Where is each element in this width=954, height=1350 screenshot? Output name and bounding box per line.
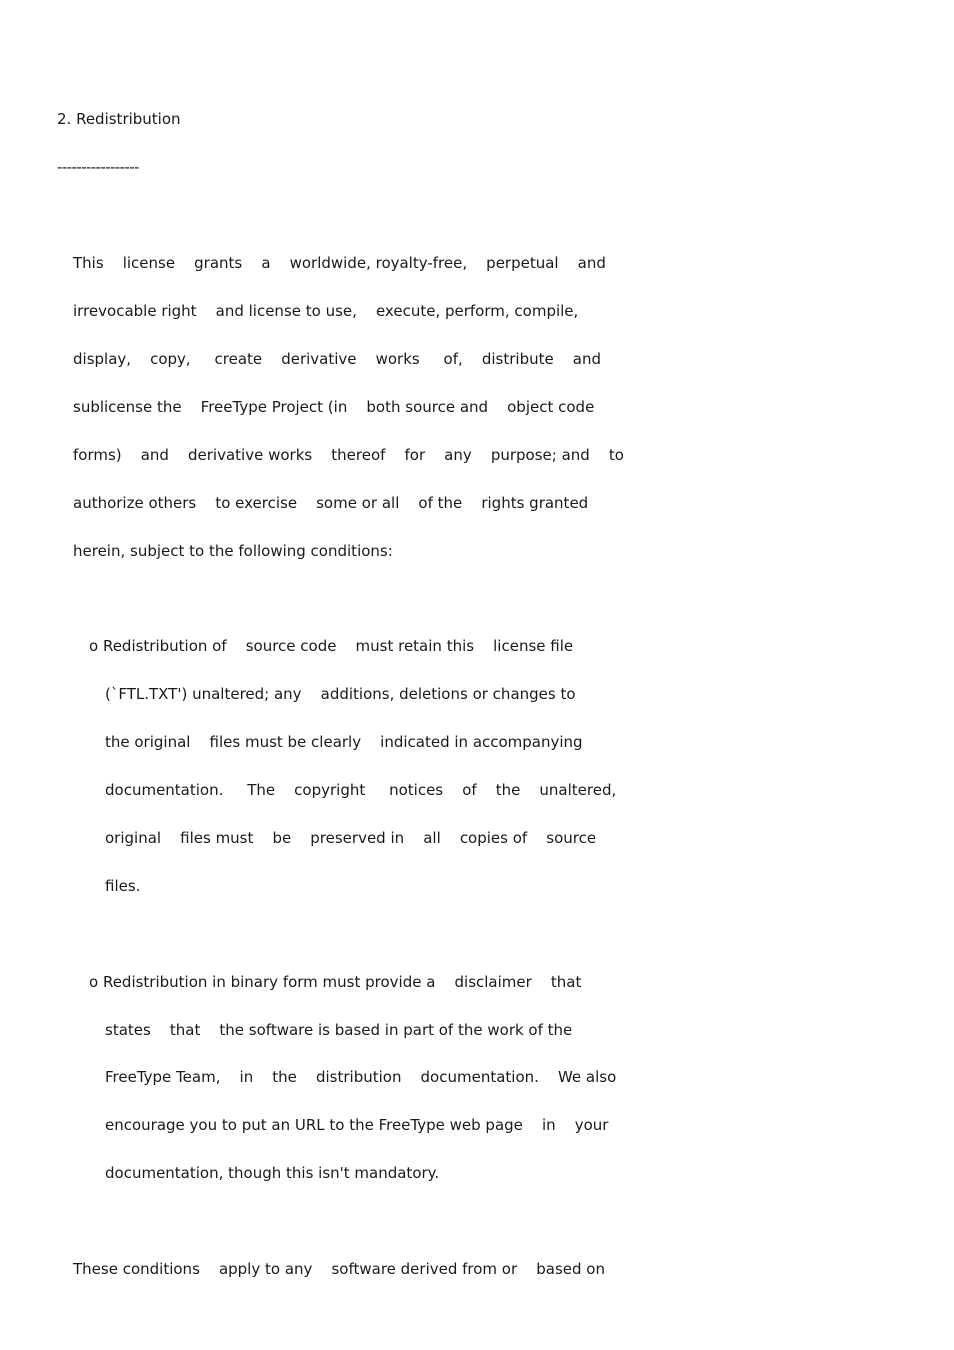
text-line: display, copy, create derivative works of, distribute and <box>73 350 602 368</box>
text-line: herein, subject to the following conditions: <box>73 542 393 560</box>
text-line: documentation, though this isn't mandatory. <box>105 1164 440 1182</box>
list-item: o Redistribution of source code must retain this license file <box>89 637 574 655</box>
text-line: encourage you to put an URL to the FreeType web page in your <box>105 1116 609 1134</box>
text-line: documentation. The copyright notices of the unaltered, <box>105 781 617 799</box>
list-item: o Redistribution in binary form must provide a disclaimer that <box>89 973 582 991</box>
text-line: authorize others to exercise some or all of the rights granted <box>73 494 589 512</box>
text-line: original files must be preserved in all copies of source <box>105 829 597 847</box>
section-heading: 2. Redistribution <box>57 110 181 128</box>
text-line: the original files must be clearly indicated in accompanying <box>105 733 583 751</box>
text-line: (`FTL.TXT') unaltered; any additions, deletions or changes to <box>105 685 576 703</box>
text-line: files. <box>105 877 141 895</box>
text-line: irrevocable right and license to use, execute, perform, compile, <box>73 302 579 320</box>
section-underline: ----------------- <box>57 158 139 176</box>
text-line: sublicense the FreeType Project (in both source and object code <box>73 398 595 416</box>
text-line: FreeType Team, in the distribution documentation. We also <box>105 1068 617 1086</box>
text-line: These conditions apply to any software derived from or based on <box>73 1260 605 1278</box>
text-line: states that the software is based in part of the work of the <box>105 1021 573 1039</box>
text-line: This license grants a worldwide, royalty-free, perpetual and <box>73 254 606 272</box>
text-line: forms) and derivative works thereof for any purpose; and to <box>73 446 624 464</box>
